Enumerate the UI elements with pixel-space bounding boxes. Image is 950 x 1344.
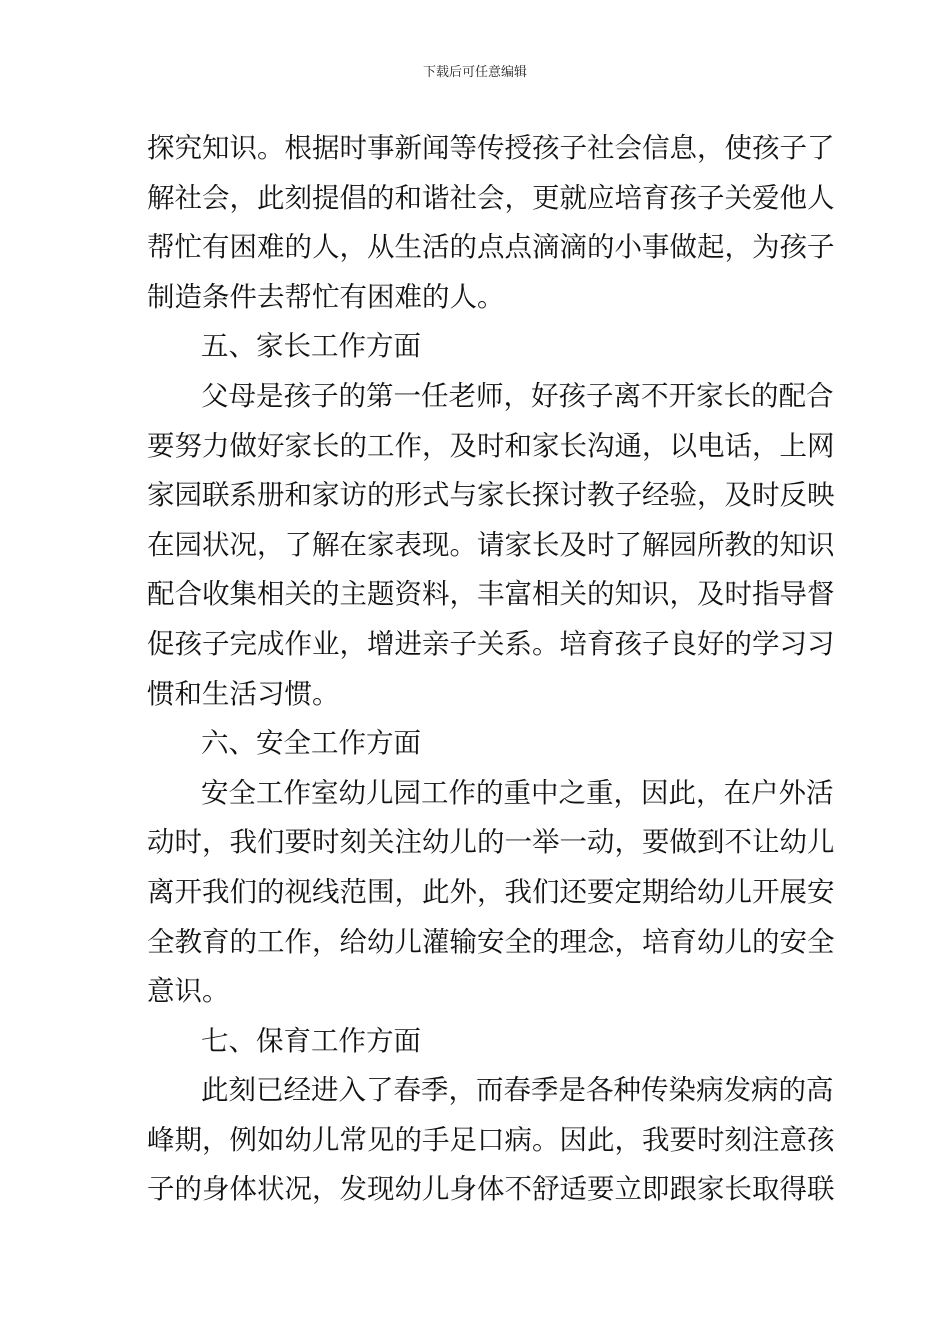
text-line: 全教育的工作，给幼儿灌输安全的理念，培育幼儿的安全	[147, 925, 835, 958]
text-line: 帮忙有困难的人，从生活的点点滴滴的小事做起，为孩子	[147, 231, 835, 264]
text-line: 意识。	[147, 975, 230, 1008]
text-line: 解社会，此刻提倡的和谐社会，更就应培育孩子关爱他人	[147, 181, 835, 214]
text-line: 制造条件去帮忙有困难的人。	[147, 280, 505, 313]
text-line: 动时，我们要时刻关注幼儿的一举一动，要做到不让幼儿	[147, 826, 835, 859]
text-line: 峰期，例如幼儿常见的手足口病。因此，我要时刻注意孩	[147, 1123, 835, 1156]
text-line: 惯和生活习惯。	[147, 677, 340, 710]
text-line: 在园状况，了解在家表现。请家长及时了解园所教的知识	[147, 528, 835, 561]
section-heading: 七、保育工作方面	[201, 1024, 421, 1057]
document-body	[147, 124, 835, 1215]
text-line: 子的身体状况，发现幼儿身体不舒适要立即跟家长取得联	[147, 1173, 835, 1206]
page-header-note: 下载后可任意编辑	[422, 65, 527, 80]
text-line: 家园联系册和家访的形式与家长探讨教子经验，及时反映	[147, 479, 835, 512]
text-line: 探究知识。根据时事新闻等传授孩子社会信息，使孩子了	[147, 132, 835, 164]
text-line: 促孩子完成作业，增进亲子关系。培育孩子良好的学习习	[147, 627, 835, 660]
text-line: 父母是孩子的第一任老师，好孩子离不开家长的配合	[201, 379, 834, 412]
text-line: 要努力做好家长的工作，及时和家长沟通，以电话，上网	[147, 429, 835, 462]
text-line: 此刻已经进入了春季，而春季是各种传染病发病的高	[201, 1074, 834, 1107]
section-heading: 六、安全工作方面	[201, 727, 421, 760]
text-line: 离开我们的视线范围，此外，我们还要定期给幼儿开展安	[147, 875, 835, 908]
text-line: 配合收集相关的主题资料，丰富相关的知识，及时指导督	[147, 578, 835, 611]
text-line: 安全工作室幼儿园工作的重中之重，因此，在户外活	[201, 776, 834, 809]
section-heading: 五、家长工作方面	[201, 330, 421, 363]
